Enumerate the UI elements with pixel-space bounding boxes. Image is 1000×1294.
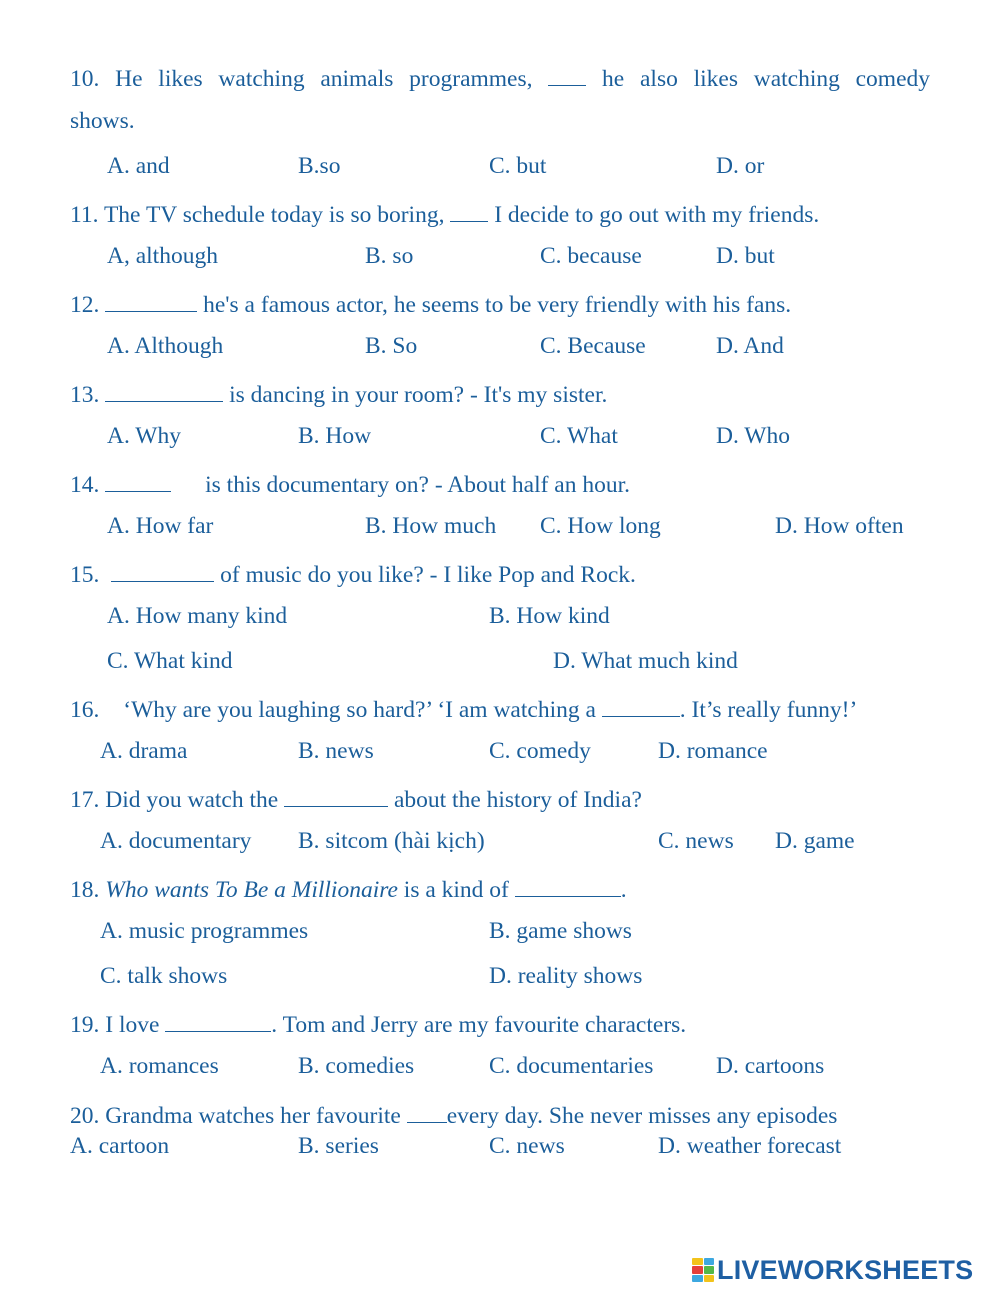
q14-question: 14. is this documentary on? - About half an hour.	[70, 470, 630, 498]
q15-option-a[interactable]: A. How many kind	[107, 603, 288, 629]
q17-question: 17. Did you watch the about the history of India?	[70, 785, 642, 813]
q18-option-d[interactable]: D. reality shows	[489, 963, 643, 989]
q15-option-d[interactable]: D. What much kind	[553, 648, 738, 674]
q17-blank[interactable]	[284, 785, 388, 807]
q19-option-a[interactable]: A. romances	[100, 1053, 219, 1079]
q16-option-a[interactable]: A. drama	[100, 738, 188, 764]
q20-option-a[interactable]: A. cartoon	[70, 1133, 170, 1159]
q13-option-b[interactable]: B. How	[298, 423, 372, 449]
q16-blank[interactable]	[602, 695, 680, 717]
q12-option-a[interactable]: A. Although	[107, 333, 224, 359]
q16-option-c[interactable]: C. comedy	[489, 738, 591, 764]
q18-option-c[interactable]: C. talk shows	[100, 963, 228, 989]
q18-question: 18. Who wants To Be a Millionaire is a kind of .	[70, 875, 627, 903]
q18-blank[interactable]	[515, 875, 621, 897]
q11-question: 11. The TV schedule today is so boring, I decide to go out with my friends.	[70, 200, 819, 228]
q16-question: 16. ‘Why are you laughing so hard?’ ‘I am watching a . It’s really funny!’	[70, 695, 857, 723]
liveworksheets-brand: LIVEWORKSHEETS	[717, 1254, 974, 1285]
q19-option-b[interactable]: B. comedies	[298, 1053, 415, 1079]
q20-question: 20. Grandma watches her favourite every day. She never misses any episodes	[70, 1101, 837, 1129]
q18-option-b[interactable]: B. game shows	[489, 918, 632, 944]
q19-blank[interactable]	[165, 1010, 271, 1032]
q10-option-a[interactable]: A. and	[107, 153, 170, 179]
q13-option-d[interactable]: D. Who	[716, 423, 790, 449]
q12-option-b[interactable]: B. So	[365, 333, 418, 359]
q17-option-a[interactable]: A. documentary	[100, 828, 252, 854]
q12-question: 12. he's a famous actor, he seems to be very friendly with his fans.	[70, 290, 791, 318]
q16-option-b[interactable]: B. news	[298, 738, 374, 764]
q14-option-c[interactable]: C. How long	[540, 513, 661, 539]
q17-option-d[interactable]: D. game	[775, 828, 855, 854]
q16-option-d[interactable]: D. romance	[658, 738, 768, 764]
q17-option-b[interactable]: B. sitcom (hài kịch)	[298, 828, 485, 854]
liveworksheets-logo	[692, 1256, 992, 1284]
q14-option-b[interactable]: B. How much	[365, 513, 497, 539]
q17-option-c[interactable]: C. news	[658, 828, 734, 854]
q11-blank[interactable]	[450, 200, 488, 222]
q19-option-d[interactable]: D. cartoons	[716, 1053, 825, 1079]
q12-blank[interactable]	[105, 290, 197, 312]
q10-line2: shows.	[70, 108, 135, 134]
q19-question: 19. I love . Tom and Jerry are my favourite characters.	[70, 1010, 686, 1038]
q20-option-d[interactable]: D. weather forecast	[658, 1133, 842, 1159]
q12-option-d[interactable]: D. And	[716, 333, 784, 359]
q10-option-b[interactable]: B.so	[298, 153, 341, 179]
q13-blank[interactable]	[105, 380, 223, 402]
q15-option-c[interactable]: C. What kind	[107, 648, 233, 674]
q13-question: 13. is dancing in your room? - It's my sister.	[70, 380, 607, 408]
q11-option-b[interactable]: B. so	[365, 243, 414, 269]
q10-option-c[interactable]: C. but	[489, 153, 547, 179]
q14-option-a[interactable]: A. How far	[107, 513, 214, 539]
q11-option-a[interactable]: A, although	[107, 243, 218, 269]
q15-question: 15. of music do you like? - I like Pop and Rock.	[70, 560, 636, 588]
q13-option-c[interactable]: C. What	[540, 423, 618, 449]
q11-option-d[interactable]: D. but	[716, 243, 775, 269]
q10-option-d[interactable]: D. or	[716, 153, 765, 179]
q13-option-a[interactable]: A. Why	[107, 423, 181, 449]
q15-option-b[interactable]: B. How kind	[489, 603, 610, 629]
q20-option-b[interactable]: B. series	[298, 1133, 379, 1159]
q15-blank[interactable]	[111, 560, 214, 582]
q10-line1: 10. He likes watching animals programmes, he also likes watching comedy	[70, 64, 930, 92]
q12-option-c[interactable]: C. Because	[540, 333, 646, 359]
q11-option-c[interactable]: C. because	[540, 243, 642, 269]
q14-blank[interactable]	[105, 470, 171, 492]
q10-blank[interactable]	[548, 64, 586, 86]
q18-show-title: Who wants To Be a Millionaire	[105, 877, 398, 904]
q20-blank[interactable]	[407, 1101, 447, 1123]
q19-option-c[interactable]: C. documentaries	[489, 1053, 654, 1079]
q20-option-c[interactable]: C. news	[489, 1133, 565, 1159]
liveworksheets-mark-icon	[692, 1258, 714, 1282]
q18-option-a[interactable]: A. music programmes	[100, 918, 309, 944]
q14-option-d[interactable]: D. How often	[775, 513, 904, 539]
